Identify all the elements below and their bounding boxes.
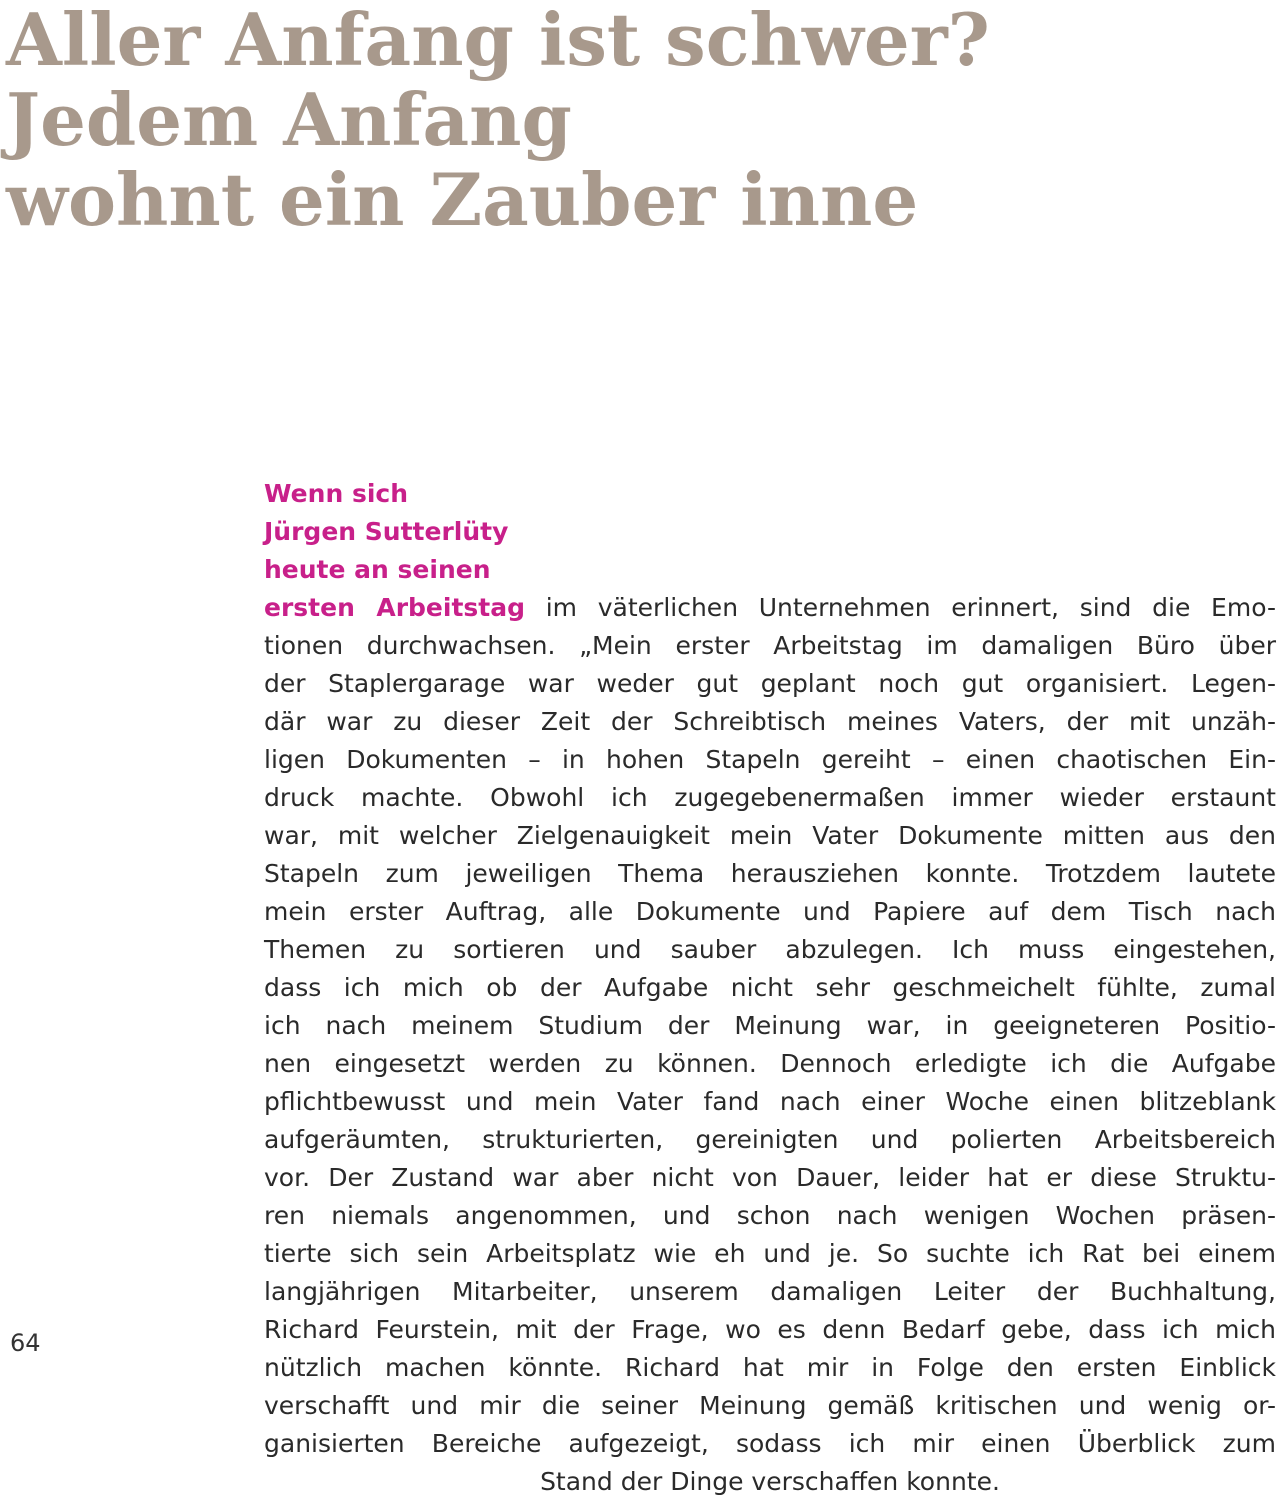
body-line: ren niemals angenommen, und schon nach wenigen Wochen präsen- <box>264 1201 1276 1230</box>
title-line-3: wohnt ein Zauber inne <box>6 157 919 242</box>
body-line: pflichtbewusst und mein Vater fand nach einer Woche einen blitzeblank <box>264 1087 1276 1116</box>
body-line: Richard Feurstein, mit der Frage, wo es denn Bedarf gebe, dass ich mich <box>264 1315 1276 1344</box>
body-line: vor. Der Zustand war aber nicht von Dauer, leider hat er diese Struktu- <box>264 1163 1276 1192</box>
lead-inline: ersten Arbeitstag <box>264 593 525 622</box>
body-line: mein erster Auftrag, alle Dokumente und Papiere auf dem Tisch nach <box>264 897 1276 926</box>
body-line: ganisierten Bereiche aufgezeigt, sodass ich mir einen Überblick zum <box>264 1429 1276 1458</box>
body-line: ich nach meinem Studium der Meinung war, in geeigneteren Positio- <box>264 1011 1276 1040</box>
body-line: verschafft und mir die seiner Meinung gemäß kritischen und wenig or- <box>264 1391 1276 1420</box>
body-line: aufgeräumten, strukturierten, gereinigten und polierten Arbeitsbereich <box>264 1125 1276 1154</box>
body-line: nützlich machen könnte. Richard hat mir in Folge den ersten Einblick <box>264 1353 1276 1382</box>
page-number: 64 <box>10 1329 41 1357</box>
body-line: der Staplergarage war weder gut geplant noch gut organisiert. Legen- <box>264 669 1276 698</box>
body-line: druck machte. Obwohl ich zugegebenermaßen immer wieder erstaunt <box>264 783 1276 812</box>
title-line-1: Aller Anfang ist schwer? <box>6 0 990 82</box>
body-line-first <box>264 589 1276 627</box>
body-line-last: Stand der Dinge verschaffen konnte. <box>540 1467 1000 1496</box>
title-line-2: Jedem Anfang <box>6 77 572 162</box>
body-line: Themen zu sortieren und sauber abzulegen. Ich muss eingestehen, <box>264 935 1276 964</box>
body-line: Stapeln zum jeweiligen Thema herausziehen konnte. Trotzdem lautete <box>264 859 1276 888</box>
body-line: ligen Dokumenten – in hohen Stapeln gereiht – einen chaotischen Ein- <box>264 745 1276 774</box>
body-line: tionen durchwachsen. „Mein erster Arbeitstag im damaligen Büro über <box>264 631 1276 660</box>
body-line: tierte sich sein Arbeitsplatz wie eh und je. So suchte ich Rat bei einem <box>264 1239 1276 1268</box>
body-line: dass ich mich ob der Aufgabe nicht sehr geschmeichelt fühlte, zumal <box>264 973 1276 1002</box>
lead-line-1: Wenn sich <box>264 479 409 508</box>
body-line: där war zu dieser Zeit der Schreibtisch meines Vaters, der mit unzäh- <box>264 707 1276 736</box>
body-line: war, mit welcher Zielgenauigkeit mein Vater Dokumente mitten aus den <box>264 821 1276 850</box>
article-body <box>264 475 1276 1501</box>
body-line: langjährigen Mitarbeiter, unserem damaligen Leiter der Buchhaltung, <box>264 1277 1276 1306</box>
first-line-rest: im väterlichen Unternehmen erinnert, sind die Emo- <box>525 593 1276 622</box>
page-title <box>6 0 990 240</box>
body-line: nen eingesetzt werden zu können. Dennoch erledigte ich die Aufgabe <box>264 1049 1276 1078</box>
lead-line-3: heute an seinen <box>264 555 491 584</box>
lead-line-2: Jürgen Sutterlüty <box>264 517 509 546</box>
